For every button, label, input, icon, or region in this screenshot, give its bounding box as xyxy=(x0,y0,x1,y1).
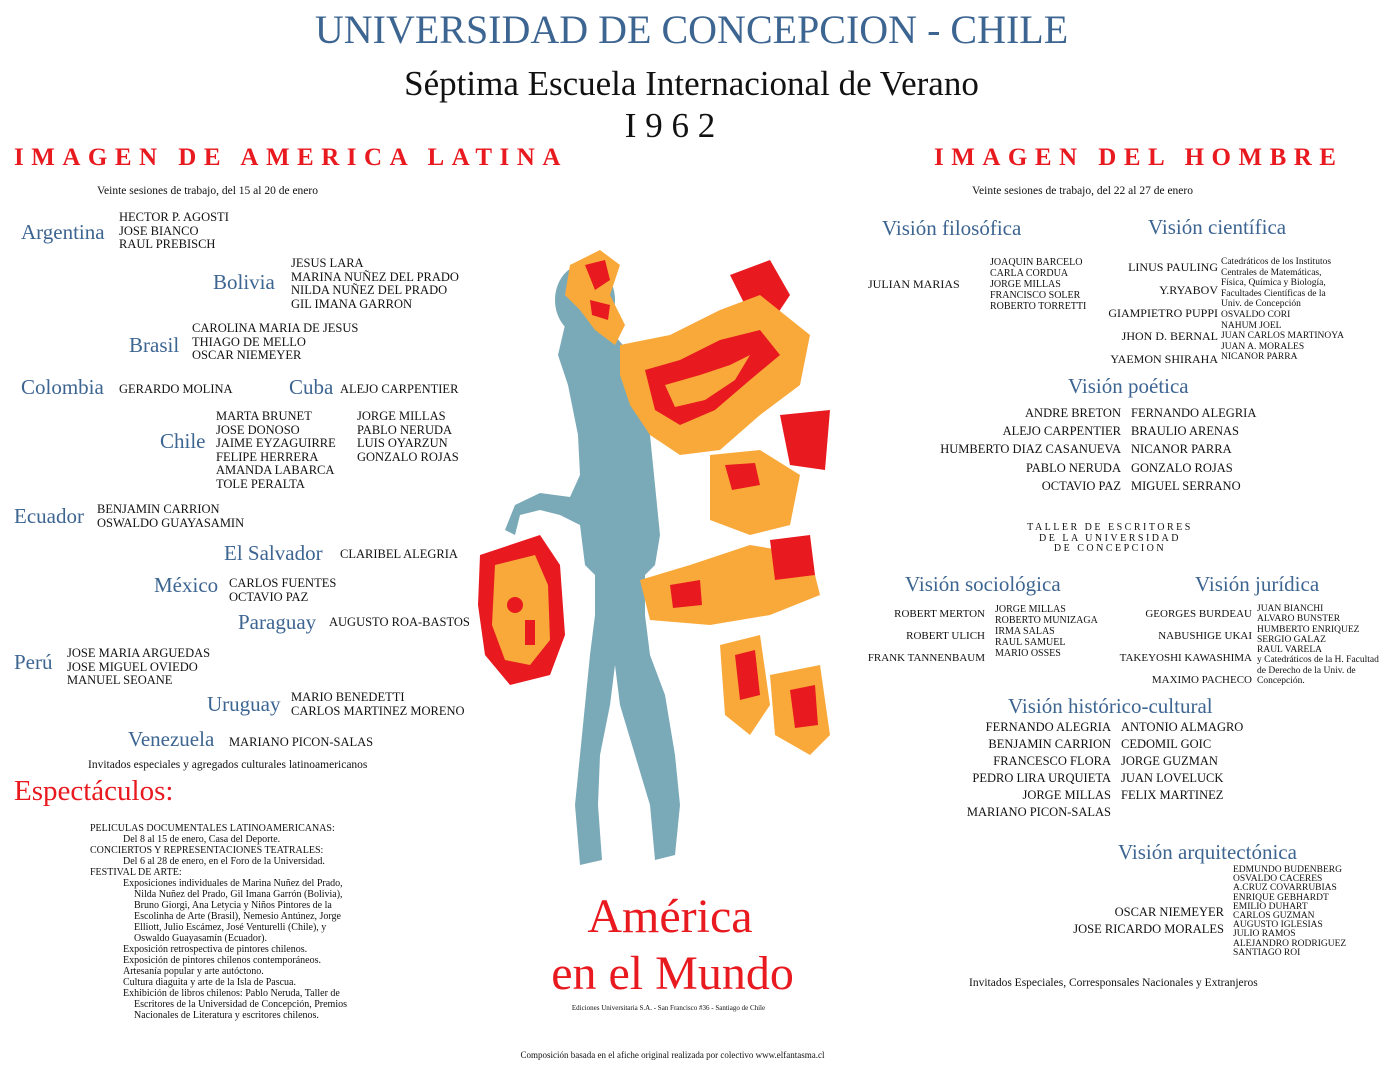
vision-juridica-others xyxy=(1257,604,1379,686)
show-line: Escritores de la Universidad de Concepción, Premios xyxy=(134,999,347,1010)
person-name: FELIPE HERRERA xyxy=(216,449,319,464)
country-ecuador: Ecuador xyxy=(14,504,84,528)
person-name: JUAN LOVELUCK xyxy=(1121,770,1224,785)
country-people-paraguay xyxy=(329,616,470,630)
person-name: MANUEL SEOANE xyxy=(67,673,173,687)
person-name: y Catedráticos de la H. Facultad xyxy=(1257,655,1379,666)
person-name: OSCAR NIEMEYER xyxy=(192,348,302,362)
person-name: OCTAVIO PAZ xyxy=(1041,478,1121,493)
person-name: NABUSHIGE UKAI xyxy=(1158,630,1252,642)
person-name: FRANCESCO FLORA xyxy=(993,753,1111,768)
person-name: AMANDA LABARCA xyxy=(216,463,335,477)
show-line: Bruno Giorgi, Ana Letycia y Niños Pintores de la xyxy=(134,900,332,911)
person-name: JUAN CARLOS MARTINOYA xyxy=(1221,331,1344,342)
country-people-uruguay xyxy=(291,691,465,718)
show-line: Exhibición de libros chilenos: Pablo Neruda, Taller de xyxy=(123,988,340,999)
person-name: ALVARO BUNSTER xyxy=(1257,614,1341,625)
person-name: JAIME EYZAGUIRRE xyxy=(216,436,336,450)
person-name: IRMA SALAS xyxy=(995,626,1055,637)
person-name: SANTIAGO ROI xyxy=(1233,947,1301,958)
person-name: FERNANDO ALEGRIA xyxy=(985,720,1111,734)
year: I 9 6 2 xyxy=(624,106,716,145)
person-name: PEDRO LIRA URQUIETA xyxy=(972,770,1111,785)
person-name: NICANOR PARRA xyxy=(1131,442,1232,457)
school-title: Séptima Escuela Internacional de Verano xyxy=(404,64,979,103)
country-people-per- xyxy=(67,647,210,688)
person-name: PABLO NERUDA xyxy=(357,422,453,437)
person-name: BENJAMIN CARRION xyxy=(988,736,1111,751)
person-name: Centrales de Matemáticas, xyxy=(1221,267,1322,278)
person-name: NAHUM JOEL xyxy=(1221,320,1282,331)
person-name: JORGE MILLAS xyxy=(1022,787,1111,802)
country-people-chile xyxy=(216,410,336,491)
person-name: ENRIQUE GEBHARDT xyxy=(1233,892,1329,903)
person-name: GIL IMANA GARRON xyxy=(291,296,413,311)
show-line: Del 6 al 28 de enero, en el Foro de la Universidad. xyxy=(123,856,325,867)
person-name: SERGIO GALAZ xyxy=(1257,634,1326,645)
country-venezuela: Venezuela xyxy=(128,727,215,751)
person-name: ROBERT MERTON xyxy=(894,608,985,620)
person-name: MARIANO PICON-SALAS xyxy=(229,735,374,749)
show-line: Nacionales de Literatura y escritores chilenos. xyxy=(134,1010,319,1021)
taller-line: TALLER DE ESCRITORES xyxy=(1027,522,1193,533)
country-bolivia: Bolivia xyxy=(213,270,275,294)
show-line: Oswaldo Guayasamín (Ecuador). xyxy=(134,933,268,944)
country-people-el-salvador xyxy=(340,548,458,562)
vision-filosofica-others xyxy=(990,257,1086,312)
country-m-xico: México xyxy=(154,573,219,597)
person-name: TAKEYOSHI KAWASHIMA xyxy=(1119,652,1252,664)
person-name: Univ. de Concepción xyxy=(1221,299,1301,310)
show-line: FESTIVAL DE ARTE: xyxy=(90,867,182,878)
country-people-colombia xyxy=(119,383,233,397)
person-name: MARINA NUÑEZ DEL PRADO xyxy=(291,269,459,284)
taller-line: DE LA UNIVERSIDAD xyxy=(1039,532,1181,544)
country-people-cuba xyxy=(340,383,458,397)
person-name: BENJAMIN CARRION xyxy=(97,502,220,516)
mask-in-hand xyxy=(478,535,565,685)
person-name: NILDA NUÑEZ DEL PRADO xyxy=(291,283,448,297)
person-name: CARLOS FUENTES xyxy=(229,576,337,590)
country-people-argentina xyxy=(119,211,229,252)
person-name: GONZALO ROJAS xyxy=(1131,460,1233,475)
vision-poetica-col1 xyxy=(940,404,1121,495)
person-name: CARLOS MARTINEZ MORENO xyxy=(291,703,465,718)
person-name: Facultades Científicas de la xyxy=(1221,288,1326,299)
country-people-bolivia xyxy=(291,257,459,311)
person-name: ROBERTO MUNIZAGA xyxy=(995,615,1098,626)
person-name: CLARIBEL ALEGRIA xyxy=(340,547,458,561)
vision-cientifica-title: Visión científica xyxy=(1148,215,1287,239)
person-name: ALEJANDRO RODRIGUEZ xyxy=(1233,938,1347,949)
vision-sociologica-title: Visión sociológica xyxy=(905,572,1061,596)
vision-cientifica-others xyxy=(1221,257,1344,363)
country-colombia: Colombia xyxy=(21,375,104,399)
person-name: OSVALDO CORI xyxy=(1221,309,1291,320)
taller-escritores xyxy=(1010,523,1210,555)
person-name: MIGUEL SERRANO xyxy=(1131,478,1241,493)
person-name: YAEMON SHIRAHA xyxy=(1110,352,1218,366)
person-name: FRANCISCO SOLER xyxy=(990,290,1081,301)
vision-arquitectonica-title: Visión arquitectónica xyxy=(1118,840,1297,864)
right-guests: Invitados Especiales, Corresponsales Nacionales y Extranjeros xyxy=(969,977,1258,989)
publisher: Ediciones Universitaria S.A. - San Francisco #36 - Santiago de Chile xyxy=(571,1004,766,1012)
left-guests: Invitados especiales y agregados culturales latinoamericanos xyxy=(88,759,368,771)
person-name: CAROLINA MARIA DE JESUS xyxy=(192,321,359,335)
person-name: JOAQUIN BARCELO xyxy=(990,257,1083,268)
person-name: JOSE RICARDO MORALES xyxy=(1073,922,1224,936)
show-line: Elliott, Julio Escámez, José Venturelli (Chile), y xyxy=(134,922,327,933)
country-people-m-xico xyxy=(229,577,336,604)
person-name: OCTAVIO PAZ xyxy=(229,589,309,604)
person-name: GEORGES BURDEAU xyxy=(1145,608,1252,620)
person-name: GIAMPIETRO PUPPI xyxy=(1108,306,1218,320)
person-name: MARIO BENEDETTI xyxy=(291,690,405,704)
person-name: GONZALO ROJAS xyxy=(357,449,459,464)
show-line: Artesanía popular y arte autóctono. xyxy=(123,966,264,977)
person-name: FERNANDO ALEGRIA xyxy=(1131,406,1257,420)
person-name: Catedráticos de los Institutos xyxy=(1221,257,1332,267)
person-name: CARLA CORDUA xyxy=(990,268,1069,279)
center-title-line1: América xyxy=(587,890,753,943)
person-name: CARLOS GUZMAN xyxy=(1233,911,1315,922)
country-cuba: Cuba xyxy=(289,375,334,399)
person-name: JULIO RAMOS xyxy=(1233,929,1296,940)
vision-cientifica-main xyxy=(1108,256,1218,371)
person-name: AUGUSTO IGLESIAS xyxy=(1233,920,1323,931)
person-name: ALEJO CARPENTIER xyxy=(340,382,459,396)
vision-poetica-title: Visión poética xyxy=(1068,374,1189,398)
person-name: FELIX MARTINEZ xyxy=(1121,787,1224,802)
country-argentina: Argentina xyxy=(21,220,105,244)
person-name: OSCAR NIEMEYER xyxy=(1114,905,1224,919)
show-line: CONCIERTOS Y REPRESENTACIONES TEATRALES: xyxy=(90,845,324,856)
person-name: JOSE DONOSO xyxy=(216,422,300,437)
person-name: GERARDO MOLINA xyxy=(119,382,233,396)
shows-title: Espectáculos: xyxy=(14,775,174,807)
country-chile: Chile xyxy=(160,429,206,453)
country-el-salvador: El Salvador xyxy=(224,541,323,565)
person-name: JOSE MARIA ARGUEDAS xyxy=(67,646,211,660)
person-name: NICANOR PARRA xyxy=(1221,352,1298,363)
person-name: Concepción. xyxy=(1257,676,1305,687)
person-name: JOSE MIGUEL OVIEDO xyxy=(67,659,198,674)
person-name: THIAGO DE MELLO xyxy=(192,334,306,349)
person-name: AUGUSTO ROA-BASTOS xyxy=(329,615,470,629)
person-name: MAXIMO PACHECO xyxy=(1151,674,1252,686)
credit: Composición basada en el afiche original realizada por colectivo www.elfantasma.cl xyxy=(520,1050,825,1060)
person-name: EMILIO DUHART xyxy=(1233,901,1308,912)
vision-historico-title: Visión histórico-cultural xyxy=(1008,694,1213,718)
person-name: A.CRUZ COVARRUBIAS xyxy=(1233,883,1337,894)
country-paraguay: Paraguay xyxy=(238,610,317,634)
person-name: HECTOR P. AGOSTI xyxy=(119,210,229,224)
person-name: FRANK TANNENBAUM xyxy=(867,652,985,664)
person-name: ROBERTO TORRETTI xyxy=(990,301,1087,312)
vision-filosofica-title: Visión filosófica xyxy=(882,216,1022,240)
person-name: RAUL PREBISCH xyxy=(119,237,216,251)
person-name: PABLO NERUDA xyxy=(1025,460,1121,475)
person-name: MARIO OSSES xyxy=(995,648,1061,659)
university-title: UNIVERSIDAD DE CONCEPCION - CHILE xyxy=(314,7,1069,52)
person-name: ANTONIO ALMAGRO xyxy=(1121,720,1244,734)
person-name: RAUL SAMUEL xyxy=(995,637,1066,648)
country-brasil: Brasil xyxy=(129,333,180,357)
show-line: Nilda Nuñez del Prado, Gil Imana Garrón (Bolivia), xyxy=(134,889,343,900)
person-name: OSVALDO CACERES xyxy=(1233,874,1323,885)
person-name: JORGE MILLAS xyxy=(995,604,1066,615)
person-name: MARTA BRUNET xyxy=(216,409,312,423)
person-name: ROBERT ULICH xyxy=(906,630,985,642)
person-name: CEDOMIL GOIC xyxy=(1121,736,1212,751)
person-name: JUAN A. MORALES xyxy=(1221,341,1305,352)
center-title-line2: en el Mundo xyxy=(551,947,794,1000)
vision-historico-col1 xyxy=(967,719,1111,820)
left-section-title: IMAGEN DE AMERICA LATINA xyxy=(14,144,568,171)
right-section-subtitle: Veinte sesiones de trabajo, del 22 al 27 de enero xyxy=(972,185,1193,197)
vision-filosofica-main: JULIAN MARIAS xyxy=(868,277,960,291)
person-name: HUMBERTO DIAZ CASANUEVA xyxy=(940,442,1121,457)
country-uruguay: Uruguay xyxy=(207,692,281,716)
vision-poetica-col2 xyxy=(1131,404,1256,495)
show-line: Exposición de pintores chilenos contemporáneos. xyxy=(123,955,322,966)
vision-sociologica-others xyxy=(995,604,1098,659)
country-people-venezuela xyxy=(229,736,373,750)
person-name: MARIANO PICON-SALAS xyxy=(966,804,1111,819)
vision-arquitectonica-others xyxy=(1233,866,1346,958)
show-line: Exposición retrospectiva de pintores chilenos. xyxy=(123,944,308,955)
person-name: Y.RYABOV xyxy=(1159,283,1218,297)
person-name: JORGE MILLAS xyxy=(990,279,1061,290)
person-name: Física, Química y Biología, xyxy=(1221,278,1326,289)
person-name: JORGE MILLAS xyxy=(357,409,446,423)
person-name: JORGE GUZMAN xyxy=(1121,753,1218,768)
person-name: LINUS PAULING xyxy=(1128,260,1218,274)
vision-arquitectonica-main xyxy=(1073,904,1224,938)
person-name: HUMBERTO ENRIQUEZ xyxy=(1257,624,1360,635)
person-name: OSWALDO GUAYASAMIN xyxy=(97,515,245,530)
person-name: TOLE PERALTA xyxy=(216,476,305,491)
person-name: BRAULIO ARENAS xyxy=(1131,424,1239,439)
country-per-: Perú xyxy=(14,650,53,674)
person-name: JUAN BIANCHI xyxy=(1257,604,1324,614)
taller-line: DE CONCEPCION xyxy=(1053,543,1167,554)
vision-sociologica-main xyxy=(868,603,985,669)
country-people-brasil xyxy=(192,322,358,363)
left-section-subtitle: Veinte sesiones de trabajo, del 15 al 20 de enero xyxy=(97,185,318,197)
show-line: Cultura diaguita y arte de la Isla de Pascua. xyxy=(123,977,296,988)
vision-juridica-title: Visión jurídica xyxy=(1195,572,1320,596)
person-name: RAUL VARELA xyxy=(1257,645,1323,656)
person-name: JOSE BIANCO xyxy=(119,223,199,238)
person-name: ALEJO CARPENTIER xyxy=(1002,424,1121,439)
country-people-chile xyxy=(357,410,459,464)
country-people-ecuador xyxy=(97,503,244,530)
show-line: Del 8 al 15 de enero, Casa del Deporte. xyxy=(123,834,281,845)
person-name: LUIS OYARZUN xyxy=(357,436,448,450)
person-name: de Derecho de la Univ. de xyxy=(1257,665,1356,676)
person-name: JHON D. BERNAL xyxy=(1121,329,1218,343)
show-line: Exposiciones individuales de Marina Nuñez del Prado, xyxy=(123,878,343,889)
person-name: ANDRE BRETON xyxy=(1025,406,1121,420)
show-line: PELICULAS DOCUMENTALES LATINOAMERICANAS: xyxy=(90,823,335,834)
vision-historico-col2 xyxy=(1121,719,1243,804)
vision-juridica-main xyxy=(1120,603,1252,691)
person-name: EDMUNDO BUDENBERG xyxy=(1233,865,1342,875)
figure-illustration xyxy=(470,235,850,885)
show-line: Escolinha de Arte (Brasil), Nemesio Antúnez, Jorge xyxy=(134,911,341,922)
person-name: JESUS LARA xyxy=(291,256,364,270)
right-section-title: IMAGEN DEL HOMBRE xyxy=(934,144,1344,171)
